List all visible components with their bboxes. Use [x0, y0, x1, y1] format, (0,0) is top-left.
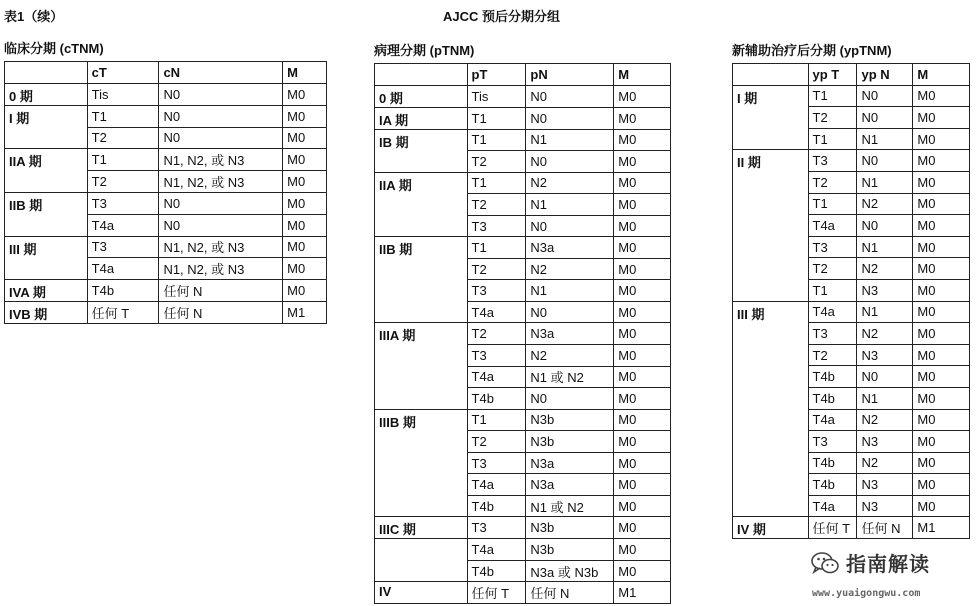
m-category-cell: M0 — [614, 280, 671, 302]
m-category-cell: M0 — [614, 539, 671, 561]
stage-label: IB 期 — [375, 129, 468, 172]
n-category-cell: 任何 N — [857, 517, 913, 539]
m-category-cell: M0 — [614, 107, 671, 129]
t-category-cell: T4a — [808, 215, 857, 237]
n-category-cell: N2 — [857, 193, 913, 215]
stage-label: IIIA 期 — [375, 323, 468, 409]
n-category-cell: 任何 N — [159, 280, 283, 302]
m-category-cell: M0 — [913, 236, 970, 258]
table-row — [375, 517, 671, 539]
n-category-cell: N0 — [159, 83, 283, 105]
n-category-cell: N2 — [857, 452, 913, 474]
stage-label: I 期 — [5, 105, 88, 149]
t-category-cell: T3 — [808, 150, 857, 172]
n-category-cell: N0 — [526, 107, 614, 129]
n-category-cell: N3 — [857, 344, 913, 366]
n-category-cell: N3a — [526, 452, 614, 474]
pathological-staging-section — [374, 40, 671, 604]
column-header: yp N — [857, 64, 913, 86]
n-category-cell: N3b — [526, 517, 614, 539]
pathological-staging-table — [374, 63, 671, 604]
n-category-cell: N0 — [159, 105, 283, 127]
n-category-cell: N0 — [526, 215, 614, 237]
table-row — [5, 302, 327, 324]
t-category-cell: T3 — [467, 452, 526, 474]
n-category-cell: N0 — [159, 192, 283, 214]
stage-label: IVB 期 — [5, 302, 88, 324]
t-category-cell: T1 — [467, 409, 526, 431]
column-header: M — [283, 62, 327, 84]
wechat-icon — [810, 551, 840, 575]
m-category-cell: M0 — [913, 387, 970, 409]
m-category-cell: M0 — [913, 452, 970, 474]
m-category-cell: M0 — [283, 149, 327, 171]
m-category-cell: M0 — [913, 495, 970, 517]
table-row — [375, 539, 671, 561]
t-category-cell: T3 — [808, 323, 857, 345]
table-caption: 表1（续） — [4, 9, 64, 24]
m-category-cell: M0 — [913, 301, 970, 323]
t-category-cell: T1 — [808, 128, 857, 150]
table-row — [733, 85, 970, 107]
m-category-cell: M0 — [913, 258, 970, 280]
t-category-cell: T2 — [467, 323, 526, 345]
n-category-cell: N0 — [526, 388, 614, 410]
table-row — [375, 172, 671, 194]
m-category-cell: M0 — [614, 258, 671, 280]
table-row — [5, 83, 327, 105]
n-category-cell: N3b — [526, 431, 614, 453]
stage-label: III 期 — [733, 301, 809, 517]
column-header: pN — [526, 64, 614, 86]
m-category-cell: M0 — [283, 280, 327, 302]
column-header: M — [913, 64, 970, 86]
t-category-cell: T4b — [467, 560, 526, 582]
t-category-cell: Tis — [467, 85, 526, 107]
n-category-cell: N0 — [857, 366, 913, 388]
t-category-cell: T4a — [808, 409, 857, 431]
t-category-cell: T1 — [87, 105, 159, 127]
t-category-cell: T2 — [808, 258, 857, 280]
t-category-cell: T3 — [467, 280, 526, 302]
m-category-cell: M1 — [614, 582, 671, 604]
m-category-cell: M0 — [913, 409, 970, 431]
m-category-cell: M0 — [614, 560, 671, 582]
t-category-cell: T4b — [808, 387, 857, 409]
watermark — [810, 548, 930, 577]
n-category-cell: N1 或 N2 — [526, 366, 614, 388]
n-category-cell: N0 — [159, 127, 283, 149]
t-category-cell: T2 — [467, 151, 526, 173]
table-row — [733, 150, 970, 172]
n-category-cell: N0 — [526, 85, 614, 107]
t-category-cell: 任何 T — [87, 302, 159, 324]
t-category-cell: T4a — [467, 474, 526, 496]
n-category-cell: N1 — [857, 387, 913, 409]
m-category-cell: M0 — [614, 388, 671, 410]
column-header — [5, 62, 88, 84]
m-category-cell: M0 — [913, 128, 970, 150]
m-category-cell: M0 — [913, 431, 970, 453]
m-category-cell: M0 — [614, 215, 671, 237]
t-category-cell: T4b — [808, 474, 857, 496]
table-row — [375, 129, 671, 151]
m-category-cell: M0 — [283, 127, 327, 149]
m-category-cell: M0 — [283, 171, 327, 193]
t-category-cell: T2 — [808, 107, 857, 129]
n-category-cell: N1, N2, 或 N3 — [159, 171, 283, 193]
m-category-cell: M0 — [614, 151, 671, 173]
n-category-cell: N0 — [857, 107, 913, 129]
m-category-cell: M0 — [614, 409, 671, 431]
t-category-cell: 任何 T — [808, 517, 857, 539]
stage-label: IV 期 — [733, 517, 809, 539]
t-category-cell: T1 — [467, 107, 526, 129]
table-row — [733, 301, 970, 323]
n-category-cell: N2 — [526, 345, 614, 367]
m-category-cell: M0 — [283, 236, 327, 258]
t-category-cell: T4b — [808, 452, 857, 474]
n-category-cell: N1 或 N2 — [526, 495, 614, 517]
m-category-cell: M0 — [913, 85, 970, 107]
t-category-cell: T4a — [808, 301, 857, 323]
stage-label: IVA 期 — [5, 280, 88, 302]
table-row — [375, 85, 671, 107]
table-row — [5, 192, 327, 214]
m-category-cell: M0 — [283, 105, 327, 127]
m-category-cell: M0 — [913, 107, 970, 129]
stage-label: IA 期 — [375, 107, 468, 129]
m-category-cell: M0 — [614, 431, 671, 453]
column-header: M — [614, 64, 671, 86]
n-category-cell: 任何 N — [526, 582, 614, 604]
m-category-cell: M0 — [913, 279, 970, 301]
t-category-cell: T3 — [467, 215, 526, 237]
t-category-cell: T3 — [87, 192, 159, 214]
clinical-staging-table — [4, 61, 327, 324]
stage-label: IIA 期 — [375, 172, 468, 237]
m-category-cell: M0 — [913, 474, 970, 496]
m-category-cell: M0 — [913, 323, 970, 345]
t-category-cell: T3 — [808, 431, 857, 453]
stage-label: 0 期 — [375, 85, 468, 107]
stage-label: I 期 — [733, 85, 809, 150]
n-category-cell: N0 — [526, 301, 614, 323]
t-category-cell: T4b — [467, 495, 526, 517]
m-category-cell: M0 — [614, 323, 671, 345]
clinical-staging-section — [4, 38, 327, 324]
m-category-cell: M0 — [913, 215, 970, 237]
column-header — [375, 64, 468, 86]
m-category-cell: M0 — [614, 366, 671, 388]
table-row — [5, 280, 327, 302]
n-category-cell: N3a 或 N3b — [526, 560, 614, 582]
table-row — [375, 323, 671, 345]
m-category-cell: M0 — [614, 517, 671, 539]
t-category-cell: T1 — [467, 129, 526, 151]
n-category-cell: N0 — [857, 85, 913, 107]
m-category-cell: M0 — [913, 150, 970, 172]
n-category-cell: N3a — [526, 323, 614, 345]
m-category-cell: M0 — [913, 193, 970, 215]
table-header-row — [375, 64, 671, 86]
t-category-cell: T4a — [467, 539, 526, 561]
stage-label: IIB 期 — [375, 237, 468, 323]
t-category-cell: T4a — [467, 301, 526, 323]
m-category-cell: M0 — [614, 495, 671, 517]
stage-label: II 期 — [733, 150, 809, 301]
neoadjuvant-staging-table — [732, 63, 970, 539]
n-category-cell: N1 — [857, 236, 913, 258]
stage-label: IV — [375, 582, 468, 604]
n-category-cell: N0 — [857, 215, 913, 237]
table-header-row — [733, 64, 970, 86]
table-row — [375, 582, 671, 604]
stage-label: III 期 — [5, 236, 88, 280]
t-category-cell: T3 — [467, 345, 526, 367]
t-category-cell: T2 — [467, 194, 526, 216]
column-header: pT — [467, 64, 526, 86]
t-category-cell: T1 — [808, 279, 857, 301]
n-category-cell: N1, N2, 或 N3 — [159, 258, 283, 280]
n-category-cell: N2 — [857, 323, 913, 345]
n-category-cell: N1, N2, 或 N3 — [159, 149, 283, 171]
m-category-cell: M0 — [614, 194, 671, 216]
t-category-cell: T2 — [87, 127, 159, 149]
n-category-cell: N3b — [526, 539, 614, 561]
column-header: cN — [159, 62, 283, 84]
table-row — [375, 409, 671, 431]
t-category-cell: T2 — [87, 171, 159, 193]
n-category-cell: N1 — [857, 301, 913, 323]
n-category-cell: N0 — [857, 150, 913, 172]
n-category-cell: 任何 N — [159, 302, 283, 324]
n-category-cell: N0 — [159, 214, 283, 236]
n-category-cell: N1 — [857, 171, 913, 193]
n-category-cell: N1 — [526, 280, 614, 302]
t-category-cell: T3 — [87, 236, 159, 258]
n-category-cell: N2 — [857, 258, 913, 280]
n-category-cell: N1 — [857, 128, 913, 150]
n-category-cell: N3 — [857, 495, 913, 517]
t-category-cell: T2 — [808, 344, 857, 366]
t-category-cell: T4a — [808, 495, 857, 517]
neoadjuvant-staging-section — [732, 40, 970, 539]
t-category-cell: T2 — [467, 431, 526, 453]
n-category-cell: N1 — [526, 129, 614, 151]
stage-label: IIA 期 — [5, 149, 88, 193]
n-category-cell: N0 — [526, 151, 614, 173]
t-category-cell: T4b — [808, 366, 857, 388]
n-category-cell: N3 — [857, 474, 913, 496]
n-category-cell: N3 — [857, 279, 913, 301]
m-category-cell: M0 — [913, 344, 970, 366]
m-category-cell: M0 — [283, 192, 327, 214]
neoadjuvant-staging-heading: 新辅助治疗后分期 (ypTNM) — [732, 43, 892, 58]
m-category-cell: M1 — [283, 302, 327, 324]
table-row — [733, 517, 970, 539]
m-category-cell: M0 — [283, 83, 327, 105]
m-category-cell: M0 — [614, 237, 671, 259]
t-category-cell: T4b — [467, 388, 526, 410]
m-category-cell: M0 — [614, 474, 671, 496]
n-category-cell: N3a — [526, 474, 614, 496]
t-category-cell: T1 — [808, 193, 857, 215]
pathological-staging-heading: 病理分期 (pTNM) — [374, 43, 475, 58]
n-category-cell: N3b — [526, 409, 614, 431]
m-category-cell: M0 — [614, 452, 671, 474]
t-category-cell: T1 — [87, 149, 159, 171]
t-category-cell: T1 — [808, 85, 857, 107]
m-category-cell: M0 — [614, 172, 671, 194]
table-row — [5, 149, 327, 171]
table-row — [5, 105, 327, 127]
t-category-cell: T4a — [467, 366, 526, 388]
m-category-cell: M0 — [283, 258, 327, 280]
m-category-cell: M0 — [614, 129, 671, 151]
m-category-cell: M0 — [913, 171, 970, 193]
t-category-cell: T4b — [87, 280, 159, 302]
n-category-cell: N1 — [526, 194, 614, 216]
n-category-cell: N1, N2, 或 N3 — [159, 236, 283, 258]
n-category-cell: N3 — [857, 431, 913, 453]
n-category-cell: N3a — [526, 237, 614, 259]
stage-label: 0 期 — [5, 83, 88, 105]
t-category-cell: T2 — [467, 258, 526, 280]
n-category-cell: N2 — [526, 172, 614, 194]
stage-label — [375, 539, 468, 582]
m-category-cell: M0 — [283, 214, 327, 236]
table-row — [375, 237, 671, 259]
m-category-cell: M0 — [614, 345, 671, 367]
page-title: AJCC 预后分期分组 — [443, 9, 561, 24]
m-category-cell: M0 — [614, 301, 671, 323]
column-header: yp T — [808, 64, 857, 86]
table-row — [375, 107, 671, 129]
t-category-cell: T2 — [808, 171, 857, 193]
t-category-cell: T4a — [87, 258, 159, 280]
m-category-cell: M0 — [614, 85, 671, 107]
watermark-text: 指南解读 — [846, 554, 930, 576]
stage-label: IIB 期 — [5, 192, 88, 236]
clinical-staging-heading: 临床分期 (cTNM) — [4, 41, 104, 56]
t-category-cell: Tis — [87, 83, 159, 105]
column-header: cT — [87, 62, 159, 84]
m-category-cell: M0 — [913, 366, 970, 388]
t-category-cell: T4a — [87, 214, 159, 236]
t-category-cell: T3 — [467, 517, 526, 539]
stage-label: IIIC 期 — [375, 517, 468, 539]
table-header-row — [5, 62, 327, 84]
stage-label: IIIB 期 — [375, 409, 468, 517]
n-category-cell: N2 — [526, 258, 614, 280]
t-category-cell: T1 — [467, 237, 526, 259]
watermark-url: www.yuaigongwu.com — [812, 588, 921, 599]
column-header — [733, 64, 809, 86]
m-category-cell: M1 — [913, 517, 970, 539]
n-category-cell: N2 — [857, 409, 913, 431]
table-row — [5, 236, 327, 258]
t-category-cell: T3 — [808, 236, 857, 258]
t-category-cell: T1 — [467, 172, 526, 194]
t-category-cell: 任何 T — [467, 582, 526, 604]
